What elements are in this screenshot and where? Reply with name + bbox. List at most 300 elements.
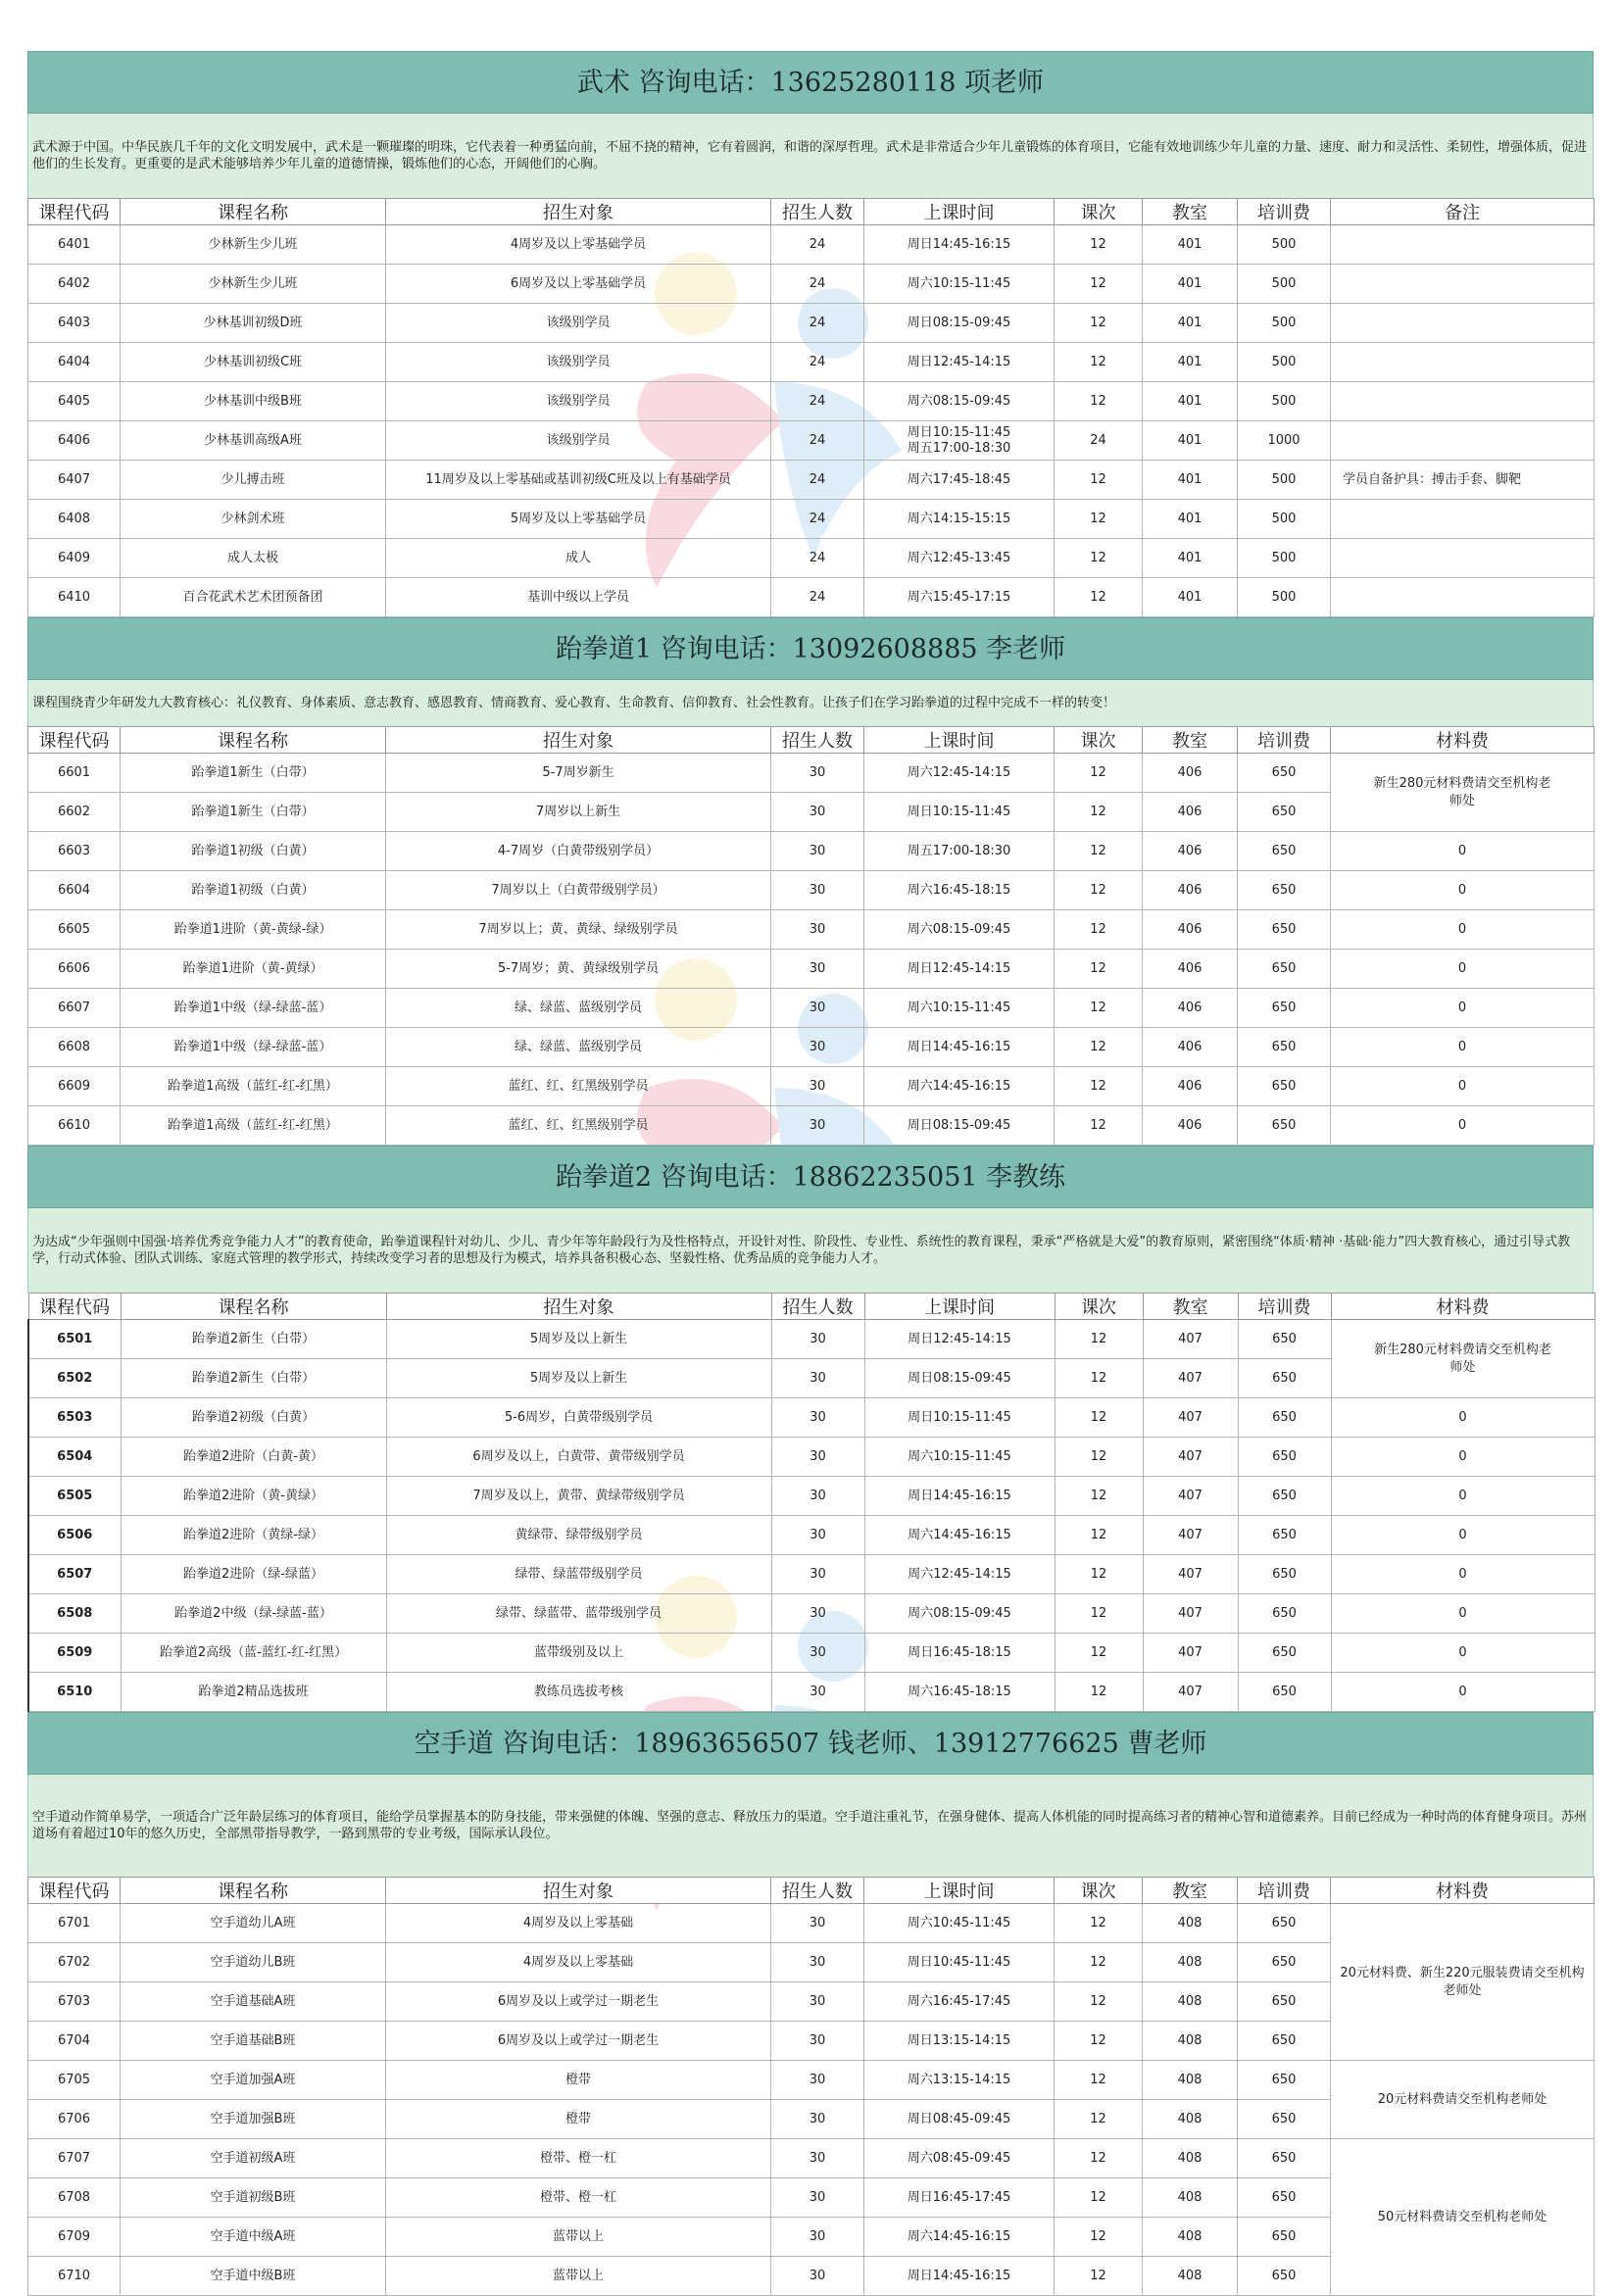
- course-target: 成人: [386, 539, 771, 578]
- course-name: 空手道加强A班: [121, 2061, 386, 2100]
- course-room: 408: [1143, 1982, 1238, 2022]
- header-extra: 材料费: [1331, 727, 1595, 754]
- course-code: 6708: [28, 2178, 121, 2218]
- course-time: 周日14:45-16:15: [864, 1477, 1055, 1516]
- course-quota: 30: [771, 910, 864, 950]
- course-code: 6705: [28, 2061, 121, 2100]
- header-course-code: 课程代码: [28, 1878, 121, 1904]
- course-code: 6509: [28, 1634, 121, 1673]
- course-room: 408: [1143, 2100, 1238, 2139]
- course-sessions: 12: [1055, 2257, 1143, 2296]
- course-room: 401: [1143, 343, 1238, 382]
- header-fee: 培训费: [1238, 727, 1331, 754]
- course-room: 401: [1143, 265, 1238, 304]
- course-time-line: 周日10:15-11:45: [907, 424, 1011, 440]
- course-note: [1331, 539, 1595, 578]
- course-time: 周日14:45-16:15: [864, 1028, 1055, 1067]
- header-extra: 材料费: [1331, 1878, 1595, 1904]
- course-quota: 30: [771, 2061, 864, 2100]
- course-room: 406: [1143, 1106, 1238, 1146]
- table-row: [28, 1904, 1595, 1943]
- table-row: [28, 1398, 1595, 1438]
- course-fee: 650: [1238, 1106, 1331, 1146]
- table-row: [28, 1106, 1595, 1146]
- course-quota: 30: [771, 1067, 864, 1106]
- course-time: 周六10:15-11:45: [864, 265, 1055, 304]
- course-name: 空手道中级A班: [121, 2218, 386, 2257]
- course-time: 周日12:45-14:15: [864, 950, 1055, 989]
- course-target: 蓝带级别及以上: [386, 1634, 771, 1673]
- table-row: [28, 1634, 1595, 1673]
- course-sessions: 12: [1055, 1982, 1143, 2022]
- course-room: 407: [1143, 1555, 1238, 1594]
- course-name: 跆拳道1高级（蓝红-红-红黑）: [121, 1067, 386, 1106]
- course-name: 少林基训初级C班: [121, 343, 386, 382]
- course-quota: 24: [771, 265, 864, 304]
- course-sessions: 12: [1055, 2139, 1143, 2178]
- course-time: 周六10:15-11:45: [864, 989, 1055, 1028]
- course-time: 周日16:45-17:45: [864, 2178, 1055, 2218]
- course-name: 跆拳道1新生（白带）: [121, 754, 386, 793]
- course-quota: 30: [771, 1398, 864, 1438]
- course-room: 406: [1143, 871, 1238, 910]
- course-code: 6608: [28, 1028, 121, 1067]
- course-sessions: 12: [1055, 1673, 1143, 1712]
- course-quota: 24: [771, 500, 864, 539]
- course-fee: 1000: [1238, 421, 1331, 461]
- course-time: 周六14:45-16:15: [864, 2218, 1055, 2257]
- course-code: 6606: [28, 950, 121, 989]
- table-header-row: [28, 1878, 1595, 1904]
- course-sessions: 12: [1055, 1320, 1143, 1359]
- course-material: 0: [1331, 910, 1595, 950]
- course-quota: 30: [771, 1982, 864, 2022]
- course-material: 0: [1331, 1555, 1595, 1594]
- section-description: 武术源于中国。中华民族几千年的文化文明发展中，武术是一颗璀璨的明珠，它代表着一种勇猛向前，不屈不挠的精神，它有着圆润，和谐的深厚哲理。武术是非常适合少年儿童锻炼的体育项目，它能有效地训练少年儿童的力量、速度、耐力和灵活性、柔韧性，增强体质，促进他们的生长发育。更重要的是武术能够培养少年儿童的道德情操，锻炼他们的心态，开阔他们的心胸。: [27, 114, 1594, 198]
- course-sessions: 12: [1055, 461, 1143, 500]
- schedule-sheet: [27, 51, 1594, 2296]
- course-sessions: 12: [1055, 910, 1143, 950]
- course-code: 6507: [28, 1555, 121, 1594]
- course-note: [1331, 265, 1595, 304]
- course-target: 教练员选拔考核: [386, 1673, 771, 1712]
- course-room: 406: [1143, 793, 1238, 832]
- course-room: 407: [1143, 1594, 1238, 1634]
- course-sessions: 12: [1055, 1359, 1143, 1398]
- course-code: 6410: [28, 578, 121, 617]
- header-sessions: 课次: [1055, 727, 1143, 754]
- course-name: 跆拳道1进阶（黄-黄绿）: [121, 950, 386, 989]
- course-time: 周六14:45-16:15: [864, 1516, 1055, 1555]
- course-code: 6610: [28, 1106, 121, 1146]
- course-quota: 30: [771, 1359, 864, 1398]
- header-fee: 培训费: [1238, 199, 1331, 225]
- course-material: 0: [1331, 1516, 1595, 1555]
- course-sessions: 24: [1055, 421, 1143, 461]
- course-fee: 650: [1238, 2218, 1331, 2257]
- table-row: [28, 1067, 1595, 1106]
- course-name: 空手道初级B班: [121, 2178, 386, 2218]
- course-name: 跆拳道1初级（白黄）: [121, 871, 386, 910]
- course-quota: 30: [771, 950, 864, 989]
- course-code: 6710: [28, 2257, 121, 2296]
- course-sessions: 12: [1055, 2178, 1143, 2218]
- course-code: 6609: [28, 1067, 121, 1106]
- course-room: 406: [1143, 989, 1238, 1028]
- section-title: 空手道 咨询电话：18963656507 钱老师、13912776625 曹老师: [27, 1712, 1594, 1775]
- table-row: [28, 500, 1595, 539]
- course-quota: 30: [771, 1673, 864, 1712]
- course-material: 0: [1331, 1438, 1595, 1477]
- course-target: 5周岁及以上新生: [386, 1320, 771, 1359]
- course-time: 周日10:15-11:45: [864, 1398, 1055, 1438]
- course-code: 6709: [28, 2218, 121, 2257]
- course-code: 6403: [28, 304, 121, 343]
- course-target: 黄绿带、绿带级别学员: [386, 1516, 771, 1555]
- course-quota: 24: [771, 382, 864, 421]
- header-course-code: 课程代码: [28, 727, 121, 754]
- table-row: [28, 2139, 1595, 2178]
- course-quota: 30: [771, 2218, 864, 2257]
- course-name: 跆拳道2中级（绿-绿蓝-蓝）: [121, 1594, 386, 1634]
- section-title: 武术 咨询电话：13625280118 项老师: [27, 51, 1594, 114]
- course-time: 周日14:45-16:15: [864, 2257, 1055, 2296]
- table-row: [28, 832, 1595, 871]
- table-row: [28, 989, 1595, 1028]
- course-target: 4周岁及以上零基础学员: [386, 225, 771, 265]
- course-code: 6506: [28, 1516, 121, 1555]
- course-sessions: 12: [1055, 1943, 1143, 1982]
- course-table: [27, 1877, 1595, 2296]
- header-course-name: 课程名称: [121, 1294, 386, 1320]
- course-name: 空手道中级B班: [121, 2257, 386, 2296]
- course-name: 跆拳道2精品选拔班: [121, 1673, 386, 1712]
- course-target: 橙带、橙一杠: [386, 2178, 771, 2218]
- course-code: 6405: [28, 382, 121, 421]
- course-sessions: 12: [1055, 1904, 1143, 1943]
- course-target: 6周岁及以上，白黄带、黄带级别学员: [386, 1438, 771, 1477]
- table-row: [28, 265, 1595, 304]
- header-course-code: 课程代码: [28, 1294, 121, 1320]
- course-sessions: 12: [1055, 343, 1143, 382]
- course-fee: 500: [1238, 539, 1331, 578]
- course-target: 绿、绿蓝、蓝级别学员: [386, 1028, 771, 1067]
- course-target: 6周岁及以上或学过一期老生: [386, 2022, 771, 2061]
- course-name: 跆拳道2进阶（黄-黄绿）: [121, 1477, 386, 1516]
- course-name: 少林新生少儿班: [121, 265, 386, 304]
- course-material: 新生280元材料费请交至机构老师处: [1331, 1320, 1595, 1398]
- course-target: 7周岁及以上，黄带、黄绿带级别学员: [386, 1477, 771, 1516]
- course-sessions: 12: [1055, 578, 1143, 617]
- course-quota: 30: [771, 871, 864, 910]
- header-quota: 招生人数: [771, 199, 864, 225]
- course-fee: 650: [1238, 2178, 1331, 2218]
- course-quota: 30: [771, 1028, 864, 1067]
- course-time: 周日08:15-09:45: [864, 1359, 1055, 1398]
- course-name: 跆拳道1初级（白黄）: [121, 832, 386, 871]
- header-target: 招生对象: [386, 1878, 771, 1904]
- course-target: 7周岁以上（白黄带级别学员）: [386, 871, 771, 910]
- course-name: 空手道幼儿A班: [121, 1904, 386, 1943]
- course-code: 6701: [28, 1904, 121, 1943]
- course-code: 6707: [28, 2139, 121, 2178]
- course-sessions: 12: [1055, 382, 1143, 421]
- course-fee: 650: [1238, 1516, 1331, 1555]
- course-fee: 650: [1238, 832, 1331, 871]
- course-fee: 650: [1238, 1634, 1331, 1673]
- course-name: 少林基训高级A班: [121, 421, 386, 461]
- course-sessions: 12: [1055, 1438, 1143, 1477]
- course-code: 6607: [28, 989, 121, 1028]
- course-fee: 650: [1238, 1067, 1331, 1106]
- course-target: 5-6周岁，白黄带级别学员: [386, 1398, 771, 1438]
- section-wushu: [27, 51, 1594, 617]
- course-name: 少林新生少儿班: [121, 225, 386, 265]
- course-time: 周日12:45-14:15: [864, 1320, 1055, 1359]
- course-code: 6602: [28, 793, 121, 832]
- course-time: 周五17:00-18:30: [864, 832, 1055, 871]
- course-name: 少林基训初级D班: [121, 304, 386, 343]
- course-time: 周六14:45-16:15: [864, 1067, 1055, 1106]
- header-target: 招生对象: [386, 1294, 771, 1320]
- course-code: 6502: [28, 1359, 121, 1398]
- header-room: 教室: [1143, 727, 1238, 754]
- course-name: 跆拳道2进阶（黄绿-绿）: [121, 1516, 386, 1555]
- header-extra: 备注: [1331, 199, 1595, 225]
- course-name: 跆拳道2新生（白带）: [121, 1359, 386, 1398]
- course-fee: 650: [1238, 1673, 1331, 1712]
- course-target: 该级别学员: [386, 304, 771, 343]
- table-row: [28, 225, 1595, 265]
- course-room: 407: [1143, 1438, 1238, 1477]
- course-room: 401: [1143, 304, 1238, 343]
- course-target: 橙带、橙一杠: [386, 2139, 771, 2178]
- course-fee: 650: [1238, 1028, 1331, 1067]
- course-name: 跆拳道1进阶（黄-黄绿-绿）: [121, 910, 386, 950]
- table-row: [28, 1320, 1595, 1359]
- header-time: 上课时间: [864, 199, 1055, 225]
- course-material: 0: [1331, 1106, 1595, 1146]
- course-material: 0: [1331, 1398, 1595, 1438]
- course-target: 绿带、绿蓝带、蓝带级别学员: [386, 1594, 771, 1634]
- table-header-row: [28, 199, 1595, 225]
- course-code: 6401: [28, 225, 121, 265]
- course-fee: 650: [1238, 950, 1331, 989]
- header-target: 招生对象: [386, 199, 771, 225]
- header-room: 教室: [1143, 199, 1238, 225]
- course-target: 基训中级以上学员: [386, 578, 771, 617]
- course-quota: 30: [771, 1555, 864, 1594]
- course-note: [1331, 343, 1595, 382]
- course-fee: 650: [1238, 2100, 1331, 2139]
- course-name: 空手道加强B班: [121, 2100, 386, 2139]
- course-room: 408: [1143, 2218, 1238, 2257]
- course-room: 406: [1143, 910, 1238, 950]
- header-time: 上课时间: [864, 1878, 1055, 1904]
- table-row: [28, 950, 1595, 989]
- course-fee: 650: [1238, 1398, 1331, 1438]
- table-row: [28, 754, 1595, 793]
- course-name: 跆拳道2高级（蓝-蓝红-红-红黑）: [121, 1634, 386, 1673]
- course-name: 跆拳道1高级（蓝红-红-红黑）: [121, 1106, 386, 1146]
- course-name: 跆拳道2进阶（白黄-黄）: [121, 1438, 386, 1477]
- table-row: [28, 578, 1595, 617]
- table-row: [28, 1516, 1595, 1555]
- course-material: 0: [1331, 1594, 1595, 1634]
- course-name: 空手道幼儿B班: [121, 1943, 386, 1982]
- course-quota: 24: [771, 578, 864, 617]
- header-fee: 培训费: [1238, 1294, 1331, 1320]
- header-course-name: 课程名称: [121, 727, 386, 754]
- course-room: 408: [1143, 2022, 1238, 2061]
- course-time: [864, 421, 1055, 461]
- course-room: 401: [1143, 225, 1238, 265]
- course-quota: 24: [771, 225, 864, 265]
- course-time: 周六08:15-09:45: [864, 382, 1055, 421]
- course-sessions: 12: [1055, 2100, 1143, 2139]
- course-fee: 500: [1238, 461, 1331, 500]
- course-room: 407: [1143, 1477, 1238, 1516]
- course-sessions: 12: [1055, 2022, 1143, 2061]
- course-room: 408: [1143, 2061, 1238, 2100]
- course-room: 406: [1143, 754, 1238, 793]
- course-room: 407: [1143, 1359, 1238, 1398]
- course-time: 周日08:15-09:45: [864, 1106, 1055, 1146]
- course-material: 0: [1331, 1067, 1595, 1106]
- course-material: 50元材料费请交至机构老师处: [1331, 2139, 1595, 2296]
- course-target: 4周岁及以上零基础: [386, 1904, 771, 1943]
- course-time: 周六12:45-14:15: [864, 1555, 1055, 1594]
- course-time: 周日10:45-11:45: [864, 1943, 1055, 1982]
- course-material: 20元材料费请交至机构老师处: [1331, 2061, 1595, 2139]
- table-row: [28, 910, 1595, 950]
- course-fee: 500: [1238, 304, 1331, 343]
- section-description: 为达成“少年强则中国强·培养优秀竞争能力人才”的教育使命，跆拳道课程针对幼儿、少儿、青少年等年龄段行为及性格特点，开设针对性、阶段性、专业性、系统性的教育课程，秉承“严格就是大爱”的教育原则，紧密围绕“体质·精神 ·基础·能力”四大教育核心，通过引导式教学，行动式体验、团队式训练、家庭式管理的教学形式，持续改变学习者的思想及行为模式，培养具备积极心态、坚毅性格、优秀品质的竞争能力人才。: [27, 1208, 1594, 1293]
- header-time: 上课时间: [864, 1294, 1055, 1320]
- course-sessions: 12: [1055, 1634, 1143, 1673]
- table-row: [28, 1028, 1595, 1067]
- course-fee: 650: [1238, 2257, 1331, 2296]
- course-room: 407: [1143, 1320, 1238, 1359]
- course-fee: 650: [1238, 1943, 1331, 1982]
- course-code: 6508: [28, 1594, 121, 1634]
- header-room: 教室: [1143, 1878, 1238, 1904]
- course-quota: 30: [771, 1904, 864, 1943]
- course-time: 周六10:45-11:45: [864, 1904, 1055, 1943]
- course-target: 绿、绿蓝、蓝级别学员: [386, 989, 771, 1028]
- header-time: 上课时间: [864, 727, 1055, 754]
- course-room: 401: [1143, 578, 1238, 617]
- course-target: 绿带、绿蓝带级别学员: [386, 1555, 771, 1594]
- course-quota: 30: [771, 2257, 864, 2296]
- section-description: 空手道动作简单易学，一项适合广泛年龄层练习的体育项目，能给学员掌握基本的防身技能，带来强健的体魄、坚强的意志、释放压力的渠道。空手道注重礼节，在强身健体、提高人体机能的同时提高练习者的精神心智和道德素养。目前已经成为一种时尚的体育健身项目。苏州道场有着超过10年的悠久历史，全部黑带指导教学，一路到黑带的专业考级，国际承认段位。: [27, 1775, 1594, 1877]
- header-fee: 培训费: [1238, 1878, 1331, 1904]
- course-fee: 650: [1238, 1555, 1331, 1594]
- course-name: 跆拳道2新生（白带）: [121, 1320, 386, 1359]
- header-room: 教室: [1143, 1294, 1238, 1320]
- course-sessions: 12: [1055, 265, 1143, 304]
- course-target: 5周岁及以上零基础学员: [386, 500, 771, 539]
- course-sessions: 12: [1055, 1067, 1143, 1106]
- course-room: 407: [1143, 1673, 1238, 1712]
- course-fee: 650: [1238, 793, 1331, 832]
- section-title: 跆拳道2 咨询电话：18862235051 李教练: [27, 1146, 1594, 1208]
- course-note: [1331, 225, 1595, 265]
- section-taekwondo-2: [27, 1146, 1594, 1712]
- course-target: 4周岁及以上零基础: [386, 1943, 771, 1982]
- course-fee: 650: [1238, 1320, 1331, 1359]
- course-room: 401: [1143, 461, 1238, 500]
- section-title: 跆拳道1 咨询电话：13092608885 李老师: [27, 617, 1594, 680]
- course-name: 少林基训中级B班: [121, 382, 386, 421]
- course-name: 成人太极: [121, 539, 386, 578]
- course-material: 20元材料费、新生220元服装费请交至机构老师处: [1331, 1904, 1595, 2061]
- course-room: 401: [1143, 382, 1238, 421]
- course-time: 周六12:45-13:45: [864, 539, 1055, 578]
- course-code: 6504: [28, 1438, 121, 1477]
- course-code: 6505: [28, 1477, 121, 1516]
- course-code: 6406: [28, 421, 121, 461]
- course-code: 6409: [28, 539, 121, 578]
- course-quota: 30: [771, 2100, 864, 2139]
- course-time: 周六10:15-11:45: [864, 1438, 1055, 1477]
- table-row: [28, 1477, 1595, 1516]
- course-time: 周六12:45-14:15: [864, 754, 1055, 793]
- section-karate: [27, 1712, 1594, 2296]
- course-target: 橙带: [386, 2061, 771, 2100]
- course-code: 6605: [28, 910, 121, 950]
- header-quota: 招生人数: [771, 1878, 864, 1904]
- section-description: 课程围绕青少年研发九大教育核心：礼仪教育、身体素质、意志教育、感恩教育、情商教育、爱心教育、生命教育、信仰教育、社会性教育。让孩子们在学习跆拳道的过程中完成不一样的转变！: [27, 680, 1594, 726]
- course-material: 0: [1331, 1477, 1595, 1516]
- course-target: 蓝红、红、红黑级别学员: [386, 1106, 771, 1146]
- course-room: 401: [1143, 500, 1238, 539]
- table-row: [28, 2061, 1595, 2100]
- course-time: 周六16:45-18:15: [864, 1673, 1055, 1712]
- course-sessions: 12: [1055, 1555, 1143, 1594]
- course-name: 跆拳道1中级（绿-绿蓝-蓝）: [121, 989, 386, 1028]
- course-sessions: 12: [1055, 225, 1143, 265]
- header-sessions: 课次: [1055, 1878, 1143, 1904]
- course-target: 5-7周岁新生: [386, 754, 771, 793]
- course-note: [1331, 421, 1595, 461]
- course-time: 周日12:45-14:15: [864, 343, 1055, 382]
- course-sessions: 12: [1055, 2218, 1143, 2257]
- course-quota: 30: [771, 1634, 864, 1673]
- header-sessions: 课次: [1055, 199, 1143, 225]
- header-course-name: 课程名称: [121, 199, 386, 225]
- course-room: 406: [1143, 1028, 1238, 1067]
- course-name: 跆拳道2进阶（绿-绿蓝）: [121, 1555, 386, 1594]
- course-time: 周六16:45-18:15: [864, 871, 1055, 910]
- course-quota: 24: [771, 461, 864, 500]
- course-material: 0: [1331, 1634, 1595, 1673]
- course-fee: 650: [1238, 1594, 1331, 1634]
- course-name: 百合花武术艺术团预备团: [121, 578, 386, 617]
- course-fee: 650: [1238, 910, 1331, 950]
- course-quota: 30: [771, 2139, 864, 2178]
- course-code: 6604: [28, 871, 121, 910]
- course-fee: 650: [1238, 1982, 1331, 2022]
- course-name: 少林剑术班: [121, 500, 386, 539]
- header-sessions: 课次: [1055, 1294, 1143, 1320]
- course-material: 0: [1331, 871, 1595, 910]
- course-sessions: 12: [1055, 754, 1143, 793]
- course-note: [1331, 578, 1595, 617]
- course-target: 7周岁以上新生: [386, 793, 771, 832]
- table-row: [28, 421, 1595, 461]
- course-note: [1331, 304, 1595, 343]
